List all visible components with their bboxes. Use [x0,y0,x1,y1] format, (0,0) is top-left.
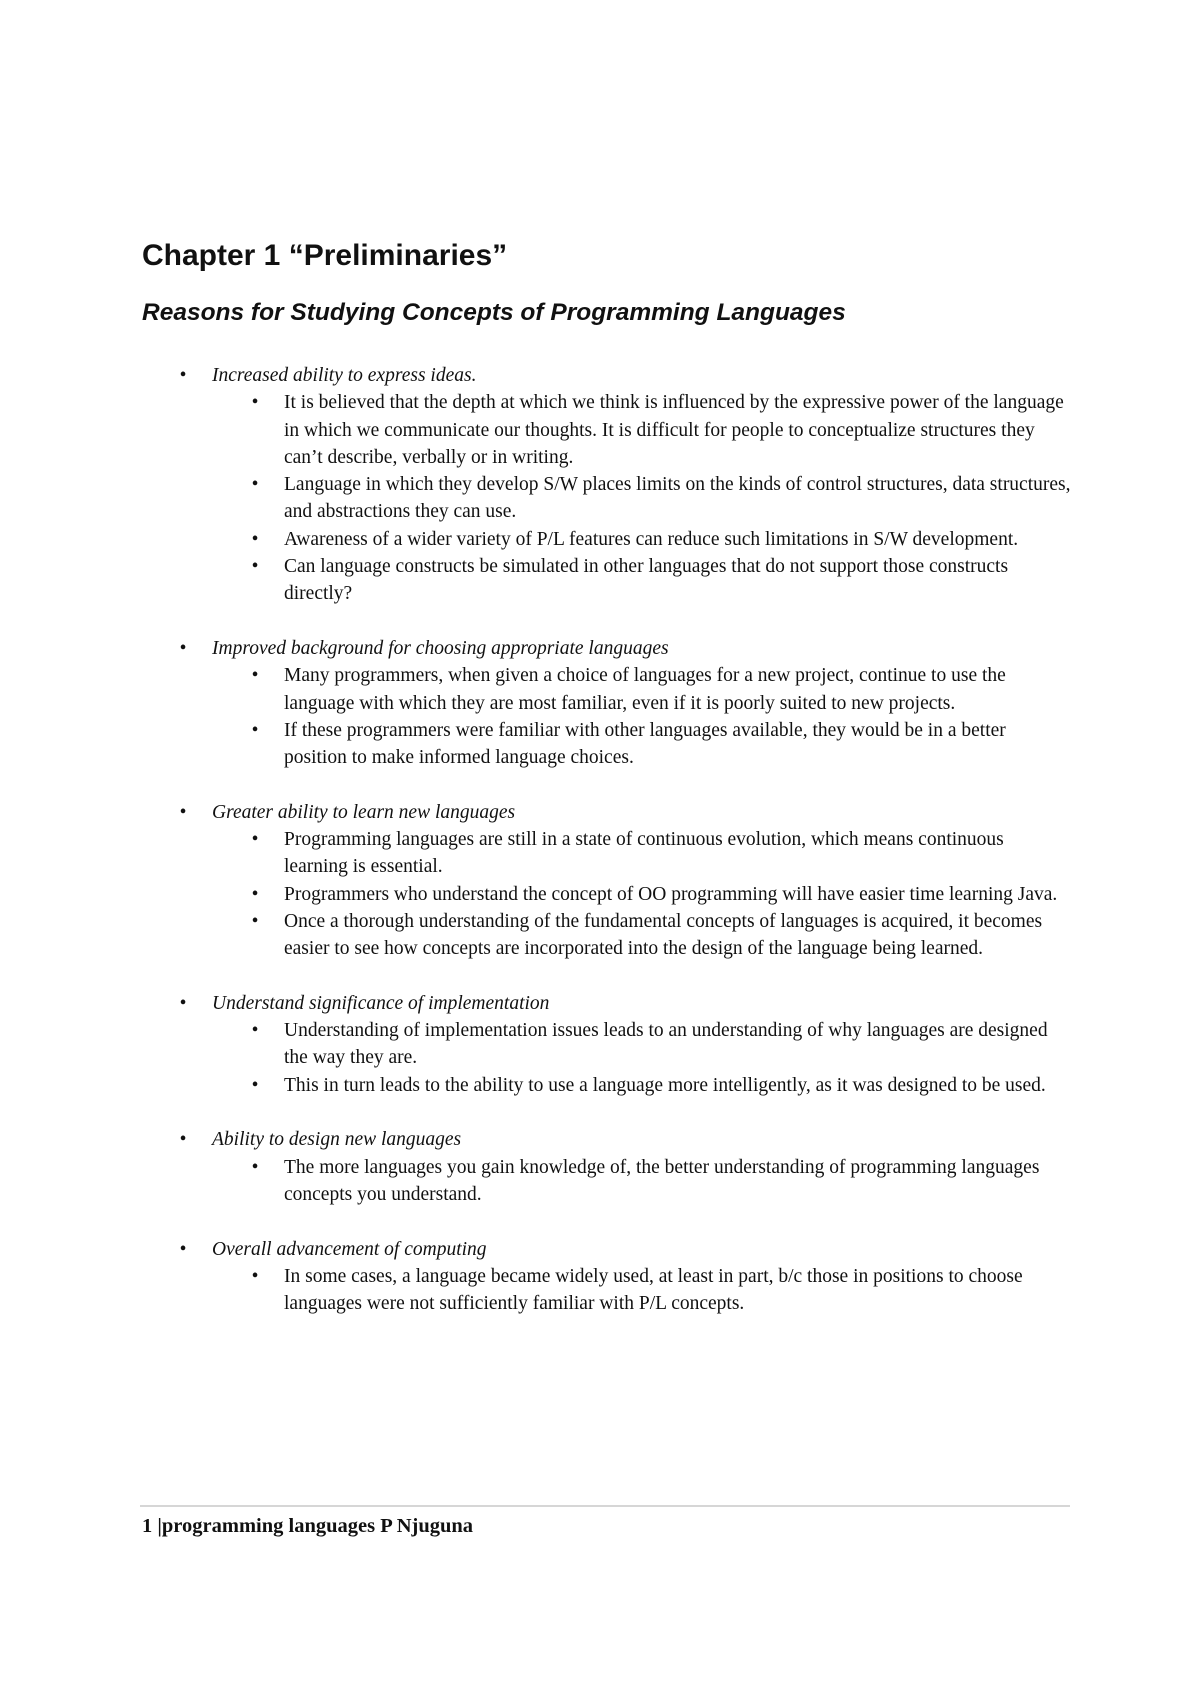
bullet-icon: • [251,910,259,932]
bullet-icon: • [251,829,259,851]
point-text: If these programmers were familiar with other languages available, they would be in a better position to make informed language choices. [284,719,1006,769]
point-list [212,1017,1076,1099]
bullet-icon: • [251,883,259,905]
topic-item [176,1126,1076,1208]
point-list [212,662,1076,771]
point-text: Understanding of implementation issues leads to an understanding of why languages are designed the way they are. [284,1020,1048,1069]
section-title: Reasons for Studying Concepts of Programming Languages [142,299,846,326]
point-text: It is believed that the depth at which we think is influenced by the expressive power of the language in which we communicate our thoughts. It is difficult for people to conceptualize structures they can’t describe, verbally or in writing. [284,392,1064,468]
list-item [248,553,1072,608]
point-list [212,389,1076,607]
point-list [212,826,1076,962]
list-item [248,389,1072,471]
point-text: In some cases, a language became widely used, at least in part, b/c those in positions to choose languages were not sufficiently familiar with P/L concepts. [284,1265,1023,1315]
list-item [248,1263,1072,1318]
bullet-icon: • [179,1238,187,1260]
list-item [248,1154,1072,1209]
bullet-icon: • [251,1020,259,1042]
list-item [248,1017,1072,1072]
list-item [248,1072,1072,1099]
bullet-icon: • [251,719,259,741]
page-footer: 1 |programming languages P Njuguna [142,1515,474,1537]
point-list [212,1154,1076,1209]
list-item [248,526,1072,553]
point-text: Language in which they develop S/W places limits on the kinds of control structures, data structures, and abstractions they can use. [284,474,1071,523]
bullet-icon: • [179,637,187,659]
bullet-icon: • [251,1156,259,1178]
point-text: Many programmers, when given a choice of languages for a new project, continue to use the language with which they are most familiar, even if it is poorly suited to new projects. [284,665,1006,714]
topic-item [176,635,1076,771]
list-item [248,908,1072,963]
bullet-icon: • [251,474,259,496]
bullet-icon: • [251,665,259,687]
bullet-icon: • [179,801,187,823]
footer-divider [140,1505,1070,1507]
topic-heading: Understand significance of implementation [212,992,550,1014]
topic-item [176,799,1076,963]
bullet-icon: • [251,1074,259,1096]
list-item [248,881,1072,908]
bullet-icon: • [179,365,187,386]
topic-item [176,1236,1076,1318]
topic-heading: Increased ability to express ideas. [212,365,477,386]
topic-heading: Improved background for choosing appropriate languages [212,637,669,659]
list-item [248,717,1072,772]
chapter-title: Chapter 1 “Preliminaries” [142,239,508,272]
list-item [248,662,1072,717]
reasons-list [176,362,1076,1345]
list-item [248,826,1072,881]
topic-item [176,990,1076,1099]
point-text: Awareness of a wider variety of P/L features can reduce such limitations in S/W development. [284,528,1019,550]
bullet-icon: • [179,992,187,1014]
topic-heading: Ability to design new languages [212,1129,462,1151]
point-text: Once a thorough understanding of the fundamental concepts of languages is acquired, it becomes easier to see how concepts are incorporated into the design of the language being learned. [284,910,1043,960]
bullet-icon: • [251,392,259,414]
bullet-icon: • [251,556,259,578]
topic-heading: Greater ability to learn new languages [212,801,516,823]
point-text: The more languages you gain knowledge of, the better understanding of programming languages concepts you understand. [284,1156,1040,1205]
bullet-icon: • [251,1265,259,1287]
point-text: This in turn leads to the ability to use a language more intelligently, as it was designed to be used. [284,1074,1046,1096]
bullet-icon: • [179,1129,187,1151]
point-list [212,1263,1076,1318]
point-text: Programming languages are still in a state of continuous evolution, which means continuous learning is essential. [284,829,1004,878]
list-item [248,471,1072,526]
topic-item [176,362,1076,608]
topic-heading: Overall advancement of computing [212,1238,487,1260]
bullet-icon: • [251,528,259,550]
point-text: Programmers who understand the concept of OO programming will have easier time learning Java. [284,883,1058,905]
point-text: Can language constructs be simulated in other languages that do not support those constructs directly? [284,556,1009,605]
